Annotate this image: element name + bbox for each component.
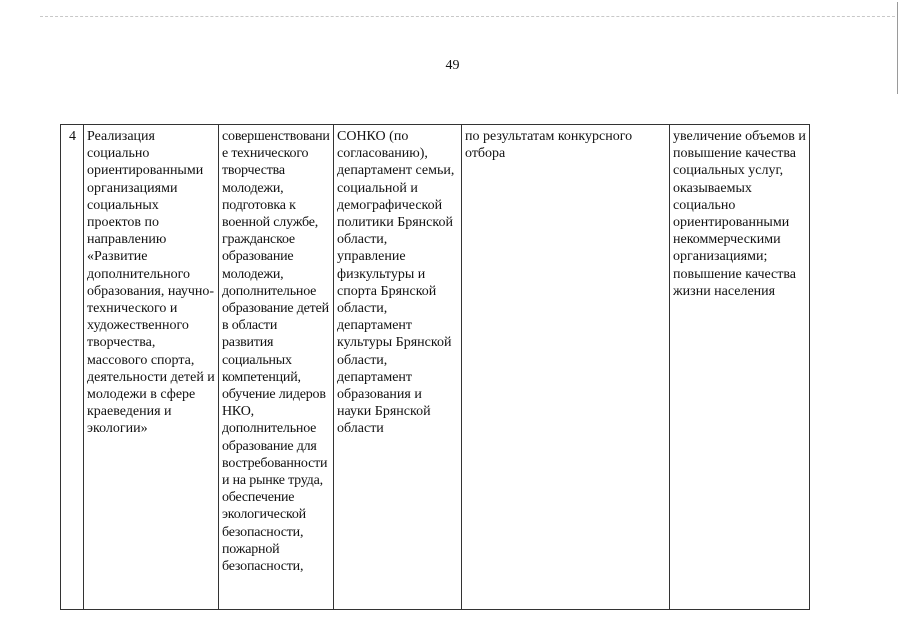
organizations-cell: СОНКО (по согласованию), департамент семьи, социальной и демографической политики Брянской области, управление физкультуры и спорта Брянской области, департамент культуры Брянской области, департамент образования и науки Брянской области [334,125,462,610]
page-number: 49 [445,58,460,73]
scan-artifact-line [40,16,895,18]
result-cell: увеличение объемов и повышение качества социальных услуг, оказываемых социально ориентированными некоммерческими организациями; повышение качества жизни населения [670,125,810,610]
timing-cell: по результатам конкурсного отбора [462,125,670,610]
activity-cell: совершенствование технического творчества молодежи, подготовка к военной службе, гражданское образование молодежи, дополнительное образование детей в области развития социальных компетенций, обучение лидеров НКО, дополнительное образование для востребованности и на рынке труда, обеспечение экологической безопасности, пожарной безопасности, [219,125,334,610]
table-row [61,125,810,610]
program-table [60,124,810,610]
scan-artifact-edge [897,2,899,94]
row-number-cell: 4 [61,125,84,610]
project-cell: Реализация социально ориентированными организациями социальных проектов по направлению «Развитие дополнительного образования, научно-технического и художественного творчества, массового спорта, деятельности детей и молодежи в сфере краеведения и экологии» [84,125,219,610]
